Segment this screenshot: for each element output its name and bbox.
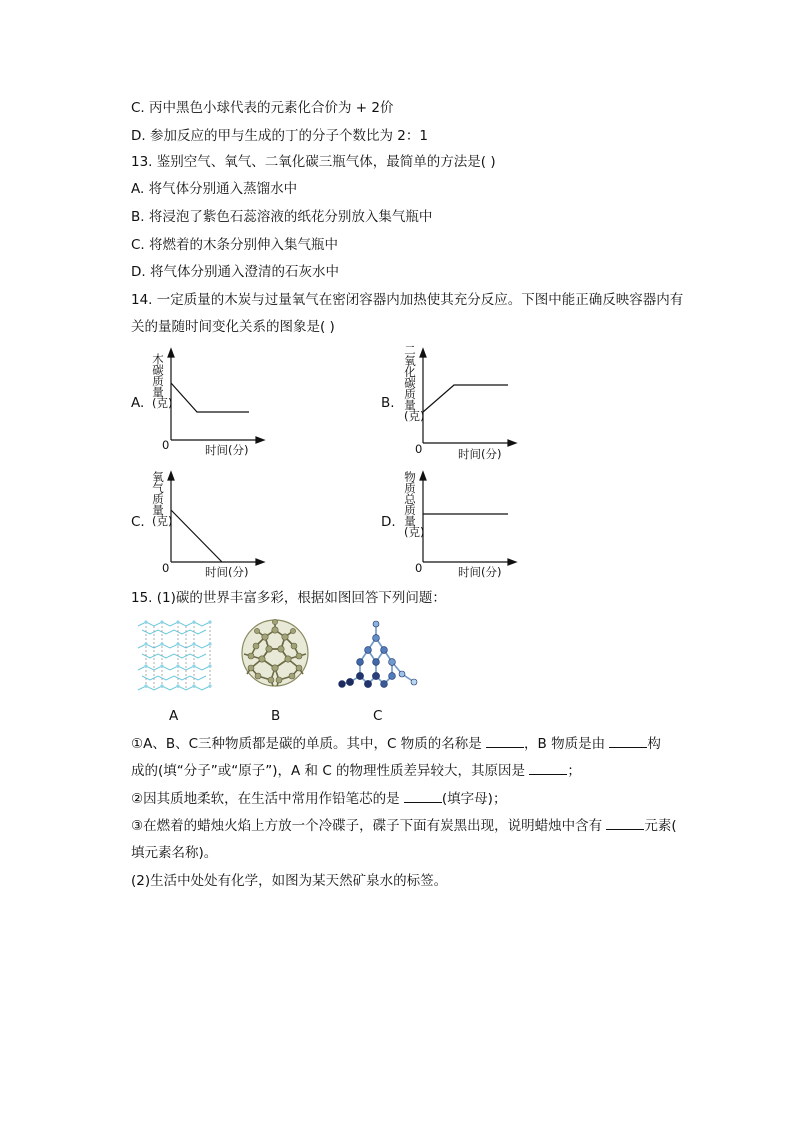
q13-stem: 13. 鉴别空气、氧气、二氧化碳三瓶气体，最简单的方法是( ) bbox=[131, 154, 496, 170]
graphite-structure-figure bbox=[134, 618, 216, 696]
answer-blank[interactable] bbox=[606, 817, 644, 830]
graph-d-label: D. bbox=[381, 514, 396, 530]
graph-b-ylabel: 二氧化碳质量(克) bbox=[404, 343, 425, 423]
graph-c-label: C. bbox=[131, 514, 145, 530]
molecule-label-b: B bbox=[271, 708, 281, 724]
graph-b-origin: 0 bbox=[415, 442, 423, 456]
graph-c-ylabel: 氧气质量(克) bbox=[152, 470, 173, 528]
graph-d-plot bbox=[412, 468, 522, 568]
q15-item2 bbox=[131, 790, 506, 808]
q14-stem-line1: 14. 一定质量的木炭与过量氧气在密闭容器内加热使其充分反应。下图中能正确反映容器内有 bbox=[131, 292, 684, 308]
graph-b-xlabel: 时间(分) bbox=[458, 447, 502, 461]
graph-a-plot bbox=[160, 345, 270, 445]
graph-c-plot bbox=[160, 468, 270, 568]
q15-item3-part-b: 元素( bbox=[644, 818, 677, 834]
q13-option-b: B. 将浸泡了紫色石蕊溶液的纸花分别放入集气瓶中 bbox=[131, 209, 433, 225]
q13-option-a: A. 将气体分别通入蒸馏水中 bbox=[131, 181, 298, 197]
molecule-label-a: A bbox=[169, 708, 179, 724]
q15-item3-line1 bbox=[131, 817, 677, 835]
q15-item1-part-b: ，B 物质是由 bbox=[524, 736, 610, 752]
q15-item2-part-b: (填字母)； bbox=[441, 791, 507, 807]
q15-item1-line1 bbox=[131, 735, 661, 753]
q15-item1-part-a: ①A、B、C三种物质都是碳的单质。其中，C 物质的名称是 bbox=[131, 736, 487, 752]
q15-item3-part-a: ③在燃着的蜡烛火焰上方放一个冷碟子，碟子下面有炭黑出现，说明蜡烛中含有 bbox=[131, 818, 607, 834]
q15-item1-part-d: 成的(填“分子”或“原子”)，A 和 C 的物理性质差异较大，其原因是 bbox=[131, 763, 530, 779]
q15-part2: (2)生活中处处有化学，如图为某天然矿泉水的标签。 bbox=[131, 873, 448, 889]
fullerene-structure-figure bbox=[238, 616, 312, 690]
diamond-structure-figure bbox=[336, 618, 428, 692]
q13-option-c: C. 将燃着的木条分别伸入集气瓶中 bbox=[131, 237, 339, 253]
graph-a-label: A. bbox=[131, 395, 145, 411]
graph-b-plot bbox=[412, 345, 522, 449]
graph-a-ylabel: 木碳质量(克) bbox=[152, 352, 173, 410]
q13-option-d: D. 将气体分别通入澄清的石灰水中 bbox=[131, 264, 339, 280]
answer-blank[interactable] bbox=[529, 762, 567, 775]
graph-d-origin: 0 bbox=[415, 561, 423, 575]
q15-item1-part-c: 构 bbox=[647, 736, 661, 752]
graph-d-ylabel: 物质总质量(克) bbox=[404, 470, 425, 539]
graph-c-xlabel: 时间(分) bbox=[205, 565, 249, 579]
molecule-label-c: C bbox=[373, 708, 383, 724]
q15-stem: 15. (1)碳的世界丰富多彩，根据如图回答下列问题： bbox=[131, 590, 446, 606]
q12-option-d: D. 参加反应的甲与生成的丁的分子个数比为 2：1 bbox=[131, 128, 428, 144]
q15-item2-part-a: ②因其质地柔软，在生活中常用作铅笔芯的是 bbox=[131, 791, 404, 807]
graph-c-origin: 0 bbox=[162, 561, 170, 575]
graph-a-xlabel: 时间(分) bbox=[205, 443, 249, 457]
answer-blank[interactable] bbox=[404, 790, 442, 803]
graph-b-label: B. bbox=[381, 395, 395, 411]
q15-item1-part-e: ； bbox=[567, 763, 581, 779]
graph-a-origin: 0 bbox=[162, 438, 170, 452]
answer-blank[interactable] bbox=[609, 735, 647, 748]
q15-item3-line2: 填元素名称)。 bbox=[131, 845, 218, 861]
q15-item1-line2 bbox=[131, 762, 581, 780]
q12-option-c: C. 丙中黑色小球代表的元素化合价为 + 2价 bbox=[131, 100, 394, 116]
graph-d-xlabel: 时间(分) bbox=[458, 565, 502, 579]
q14-stem-line2: 关的量随时间变化关系的图象是( ) bbox=[131, 319, 335, 335]
answer-blank[interactable] bbox=[486, 735, 524, 748]
